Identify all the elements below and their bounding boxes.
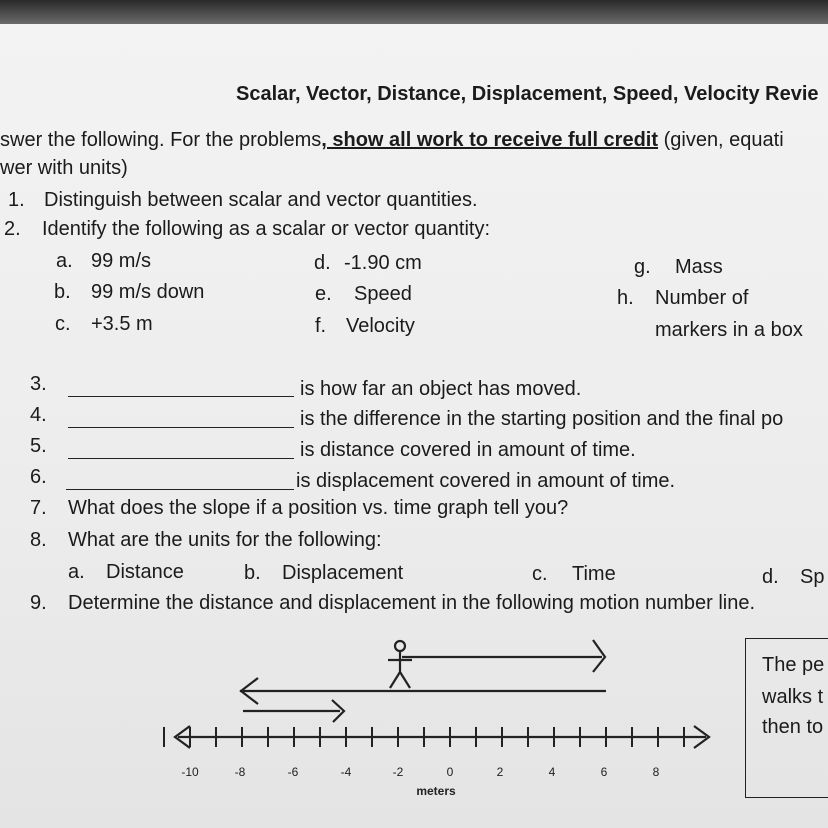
scenario-line-3: then to (762, 716, 824, 738)
q2-option-text: -1.90 cm (344, 252, 422, 274)
q2-option-text: Mass (675, 256, 723, 278)
scenario-line-2: walks t (762, 686, 824, 708)
q2-option-letter: e. (315, 283, 332, 305)
q2-option-text: Number of (655, 287, 749, 309)
question-3-text: is how far an object has moved. (300, 378, 582, 400)
question-5-number: 5. (30, 435, 47, 457)
tick-label: -4 (340, 765, 352, 779)
q8-option-letter: a. (68, 561, 85, 583)
question-9-text: Determine the distance and displacement in the following motion number line. (68, 592, 756, 614)
scenario-line-1: The pe (762, 654, 825, 676)
tick-label: -2 (392, 765, 404, 779)
q2-option-text: +3.5 m (91, 313, 153, 335)
question-7-number: 7. (30, 497, 47, 519)
q2-option-letter: g. (634, 256, 651, 278)
q2-option-text: 99 m/s (91, 250, 152, 272)
tick-label: -8 (234, 765, 246, 779)
q8-option-letter: d. (762, 566, 779, 588)
instructions-line-1: swer the following. For the problems, show all work to receive full credit (given, equati (0, 129, 784, 151)
question-9-number: 9. (30, 592, 47, 614)
q2-option-text: markers in a box (655, 319, 803, 341)
question-6-number: 6. (30, 466, 47, 488)
tick-label: 8 (652, 765, 660, 779)
q2-option-letter: h. (617, 287, 634, 309)
tick-label: -6 (287, 765, 299, 779)
q2-option-letter: b. (54, 281, 71, 303)
question-2-number: 2. (4, 218, 21, 240)
person-head (395, 641, 405, 651)
q2-option-text: 99 m/s down (91, 281, 205, 303)
q2-option-text: Velocity (346, 315, 415, 337)
tick-label: 2 (496, 765, 504, 779)
instructions-line-2: wer with units) (0, 157, 128, 179)
q8-option-text: Time (572, 563, 616, 585)
q2-option-letter: c. (55, 313, 71, 335)
axis-unit-label: meters (416, 784, 456, 798)
question-1-number: 1. (8, 189, 25, 211)
scenario-text-box (745, 638, 828, 798)
q8-option-text: Sp (800, 566, 825, 588)
question-4-number: 4. (30, 404, 47, 426)
question-1-text: Distinguish between scalar and vector quantities. (44, 189, 478, 211)
q8-option-text: Distance (106, 561, 184, 583)
q8-option-letter: b. (244, 562, 261, 584)
tick-label: 0 (446, 765, 454, 779)
q8-option-text: Displacement (282, 562, 404, 584)
q2-option-letter: d. (314, 252, 331, 274)
question-7-text: What does the slope if a position vs. time graph tell you? (68, 497, 569, 519)
page-title: Scalar, Vector, Distance, Displacement, Speed, Velocity Revie (236, 83, 819, 105)
q2-option-letter: f. (315, 315, 327, 337)
q2-option-text: Speed (354, 283, 412, 305)
tick-label: 4 (548, 765, 556, 779)
question-2-text: Identify the following as a scalar or vector quantity: (42, 218, 491, 240)
q8-option-letter: c. (532, 563, 548, 585)
question-8-number: 8. (30, 529, 47, 551)
question-5-text: is distance covered in amount of time. (300, 439, 636, 461)
question-8-text: What are the units for the following: (68, 529, 382, 551)
tick-label: -10 (181, 765, 199, 779)
question-4-text: is the difference in the starting position and the final po (300, 408, 784, 430)
q2-option-letter: a. (56, 250, 73, 272)
tick-label: 6 (600, 765, 608, 779)
question-6-text: is displacement covered in amount of time. (296, 470, 676, 492)
question-3-number: 3. (30, 373, 47, 395)
